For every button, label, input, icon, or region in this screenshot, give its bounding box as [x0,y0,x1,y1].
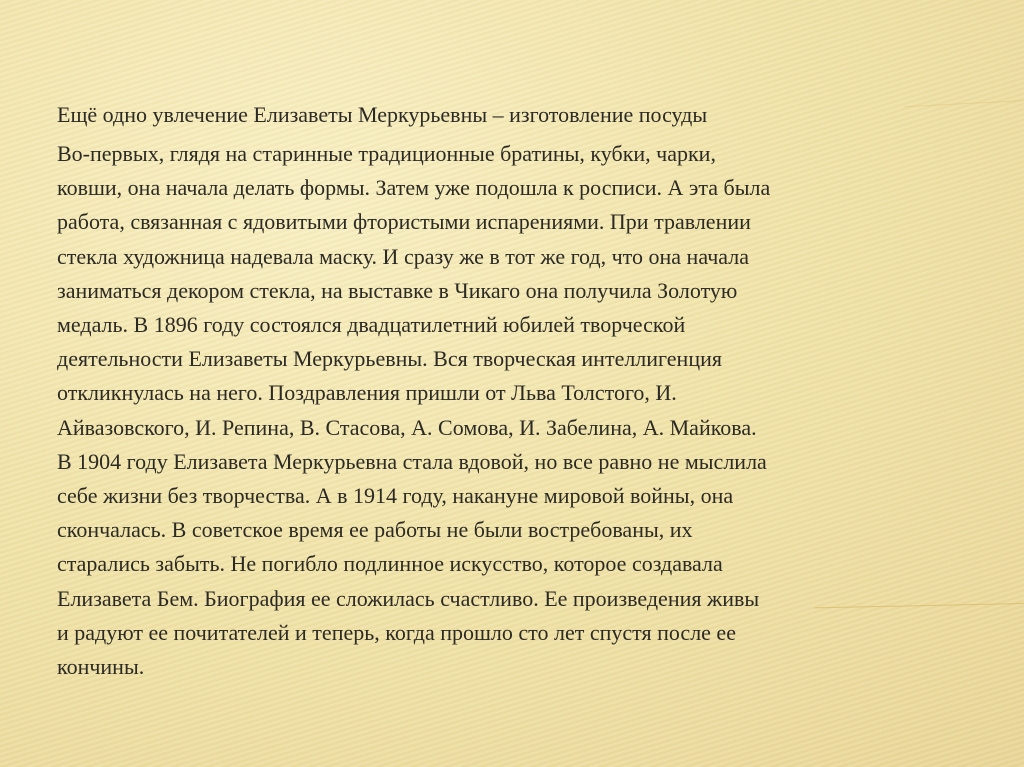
body-line: ковши, она начала делать формы. Затем уже подошла к росписи. А эта была [57,175,771,201]
body-line: скончалась. В советское время ее работы не были востребованы, их [57,517,693,543]
body-line: кончины. [57,654,145,680]
body-line: стекла художница надевала маску. И сразу же в тот же год, что она начала [57,243,749,269]
body-line: заниматься декором стекла, на выставке в Чикаго она получила Золотую [57,277,738,303]
body-line: старались забыть. Не погибло подлинное искусство, которое создавала [57,551,723,577]
body-line: Айвазовского, И. Репина, В. Стасова, А. Сомова, И. Забелина, А. Майкова. [57,414,757,440]
body-line: деятельности Елизаветы Меркурьевны. Вся творческая интеллигенция [57,346,722,372]
body-line: В 1904 году Елизавета Меркурьевна стала вдовой, но все равно не мыслила [57,448,767,474]
body-line: откликнулась на него. Поздравления пришли от Льва Толстого, И. [57,380,677,406]
body-line: Елизавета Бем. Биография ее сложилась счастливо. Ее произведения живы [57,585,760,611]
slide-body-text [57,137,977,684]
slide-heading: Ещё одно увлечение Елизаветы Меркурьевны – изготовление посуды [57,102,708,127]
body-line: и радуют ее почитателей и теперь, когда прошло сто лет спустя после ее [57,619,736,645]
body-line: работа, связанная с ядовитыми фтористыми испарениями. При травлении [57,209,751,235]
body-line: медаль. В 1896 году состоялся двадцатилетний юбилей творческой [57,312,686,338]
body-line: себе жизни без творчества. А в 1914 году, накануне мировой войны, она [57,483,734,509]
body-line: Во-первых, глядя на старинные традиционные братины, кубки, чарки, [57,141,716,166]
slide-content [57,98,987,684]
